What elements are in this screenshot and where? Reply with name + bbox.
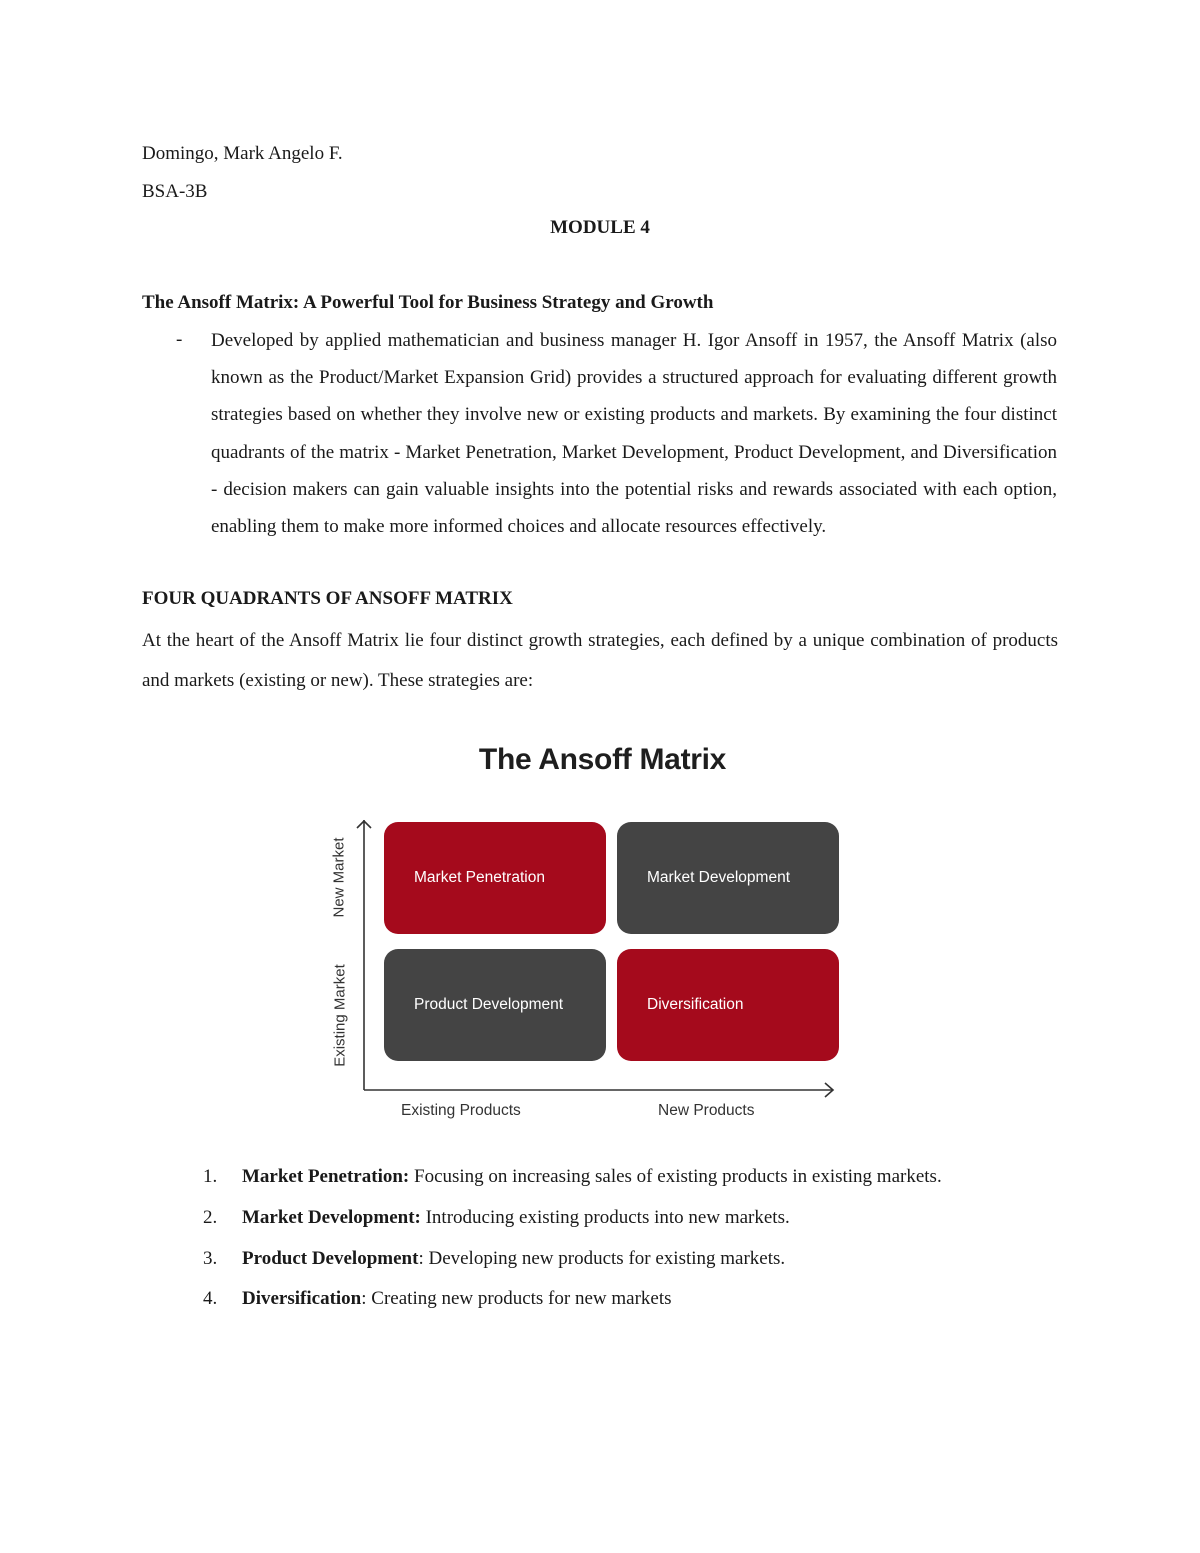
list-item-number: 2. bbox=[203, 1207, 218, 1228]
list-item-description: : Developing new products for existing markets. bbox=[418, 1248, 786, 1269]
article-title: The Ansoff Matrix: A Powerful Tool for Business Strategy and Growth bbox=[142, 292, 714, 313]
x-axis-label-new-products: New Products bbox=[658, 1102, 755, 1119]
quadrant-product-development: Product Development bbox=[384, 949, 606, 1061]
matrix-axes bbox=[320, 735, 860, 1135]
list-item-number: 3. bbox=[203, 1248, 218, 1269]
list-item-description: : Creating new products for new markets bbox=[361, 1288, 672, 1309]
list-item-number: 4. bbox=[203, 1288, 218, 1309]
list-item-number: 1. bbox=[203, 1166, 218, 1187]
bullet-marker: - bbox=[176, 329, 183, 350]
intro-paragraph: At the heart of the Ansoff Matrix lie four distinct growth strategies, each defined by a unique combination of products and markets (existing or new). These strategies are: bbox=[142, 630, 1058, 691]
class-section: BSA-3B bbox=[142, 181, 208, 202]
list-item-term: Market Penetration: bbox=[242, 1166, 410, 1187]
quadrant-diversification: Diversification bbox=[617, 949, 839, 1061]
list-item-term: Product Development bbox=[242, 1248, 419, 1269]
diagram-title: The Ansoff Matrix bbox=[478, 743, 727, 776]
y-axis-label-new-market: New Market bbox=[330, 837, 348, 918]
list-item-description: Introducing existing products into new markets. bbox=[420, 1207, 790, 1228]
bullet-paragraph: Developed by applied mathematician and business manager H. Igor Ansoff in 1957, the Ansoff Matrix (also known as the Product/Market Expansion Grid) provides a structured approach for evaluating different growth strategies based on whether they involve new or existing products and markets. By examining the four distinct quadrants of the matrix - Market Penetration, Market Development, Product Development, and Diversification - decision makers can gain valuable insights into the potential risks and rewards associated with each option, enabling them to make more informed choices and allocate resources effectively. bbox=[211, 330, 1057, 538]
author-name: Domingo, Mark Angelo F. bbox=[142, 143, 343, 164]
y-axis-label-existing-market: Existing Market bbox=[331, 964, 349, 1067]
x-axis-label-existing-products: Existing Products bbox=[401, 1102, 521, 1119]
quadrant-market-penetration: Market Penetration bbox=[384, 822, 606, 934]
quadrants-heading: FOUR QUADRANTS OF ANSOFF MATRIX bbox=[142, 588, 513, 609]
list-item-description: Focusing on increasing sales of existing products in existing markets. bbox=[409, 1166, 942, 1187]
ansoff-matrix-diagram bbox=[320, 735, 860, 1135]
quadrant-market-development: Market Development bbox=[617, 822, 839, 934]
list-item-term: Diversification bbox=[242, 1288, 362, 1309]
list-item-term: Market Development: bbox=[242, 1207, 421, 1228]
module-heading: MODULE 4 bbox=[550, 217, 650, 238]
